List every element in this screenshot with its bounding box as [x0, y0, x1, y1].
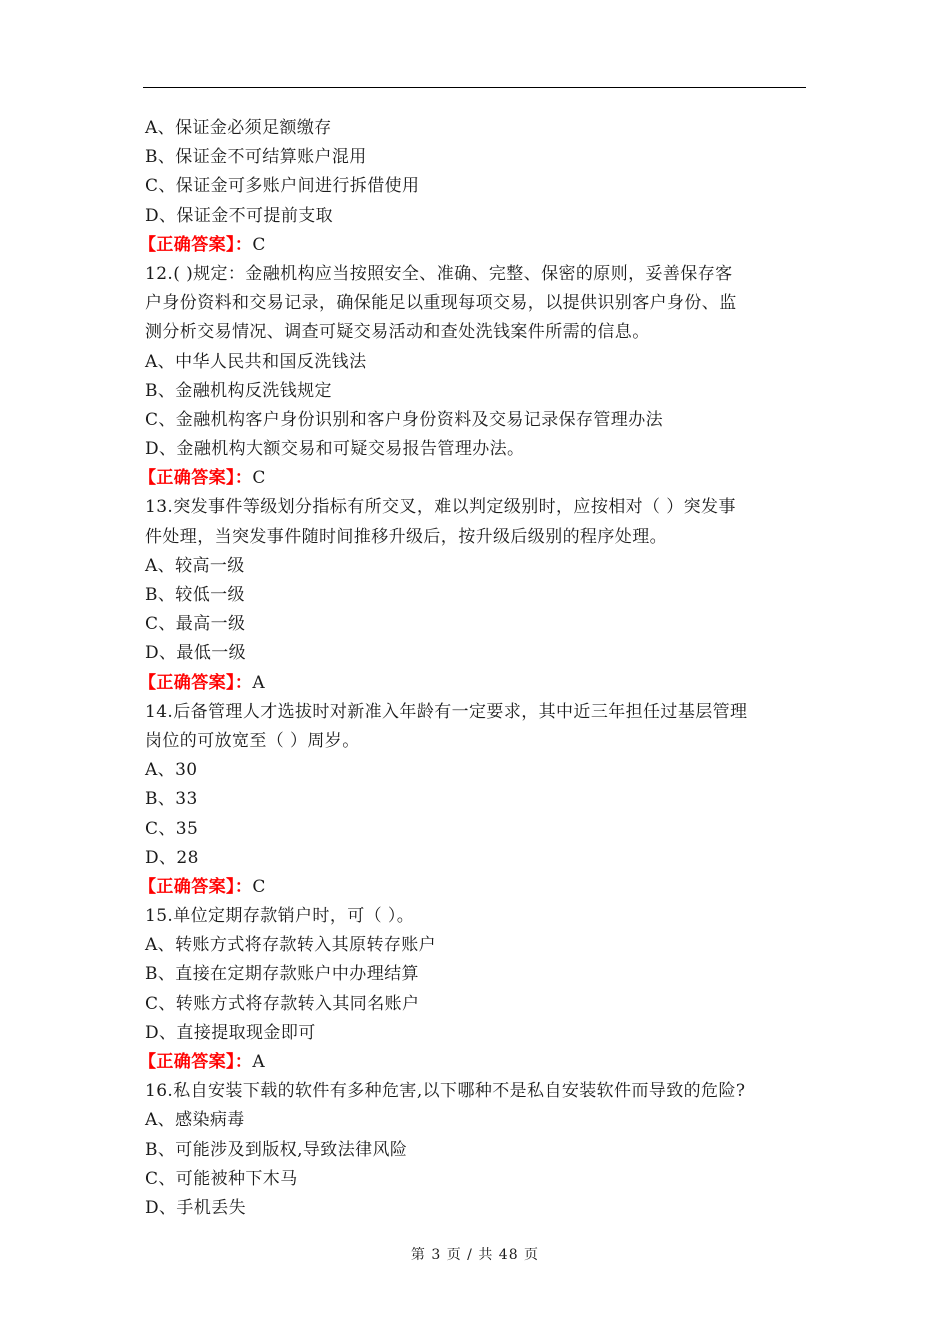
- option-line: C、转账方式将存款转入其同名账户: [145, 993, 420, 1014]
- option-line: A、中华人民共和国反洗钱法: [145, 351, 367, 372]
- option-line: B、较低一级: [145, 585, 245, 605]
- answer-label: 【正确答案】：: [139, 876, 253, 897]
- question-stem-line: 户身份资料和交易记录，确保能足以重现每项交易，以提供识别客户身份、监: [145, 293, 737, 314]
- header-rule: [143, 87, 806, 88]
- answer-label: 【正确答案】：: [139, 468, 253, 489]
- option-line: B、保证金不可结算账户混用: [145, 147, 367, 168]
- option-line: A、保证金必须足额缴存: [145, 118, 332, 138]
- option-line: B、可能涉及到版权,导致法律风险: [145, 1139, 408, 1160]
- page-footer: 第 3 页 / 共 48 页: [410, 1247, 540, 1263]
- option-line: B、直接在定期存款账户中办理结算: [145, 964, 419, 985]
- question-stem-line: 岗位的可放宽至（ ）周岁。: [145, 730, 360, 751]
- question-stem-line: 13.突发事件等级划分指标有所交叉，难以判定级别时，应按相对（ ）突发事: [145, 497, 736, 518]
- document-body: [139, 114, 807, 1223]
- option-line: C、保证金可多账户间进行拆借使用: [145, 176, 420, 197]
- option-line: B、金融机构反洗钱规定: [145, 380, 332, 401]
- option-line: D、最低一级: [145, 643, 247, 664]
- answer-label: 【正确答案】：: [139, 1052, 253, 1072]
- option-line: B、33: [145, 789, 198, 810]
- option-line: C、金融机构客户身份识别和客户身份资料及交易记录保存管理办法: [145, 409, 664, 430]
- question-stem-line: 件处理，当突发事件随时间推移升级后，按升级后级别的程序处理。: [145, 526, 667, 547]
- answer-label: 【正确答案】：: [139, 234, 253, 255]
- option-line: D、保证金不可提前支取: [145, 205, 334, 226]
- option-line: D、金融机构大额交易和可疑交易报告管理办法。: [145, 439, 525, 460]
- option-line: A、较高一级: [145, 555, 245, 576]
- option-line: C、35: [145, 818, 199, 839]
- answer-line: [139, 464, 807, 493]
- answer-line: [139, 231, 807, 260]
- question-stem-line: 15.单位定期存款销户时，可（ ）。: [145, 906, 415, 927]
- option-line: D、手机丢失: [145, 1197, 247, 1218]
- answer-value: C: [252, 876, 266, 897]
- answer-line: [139, 669, 807, 698]
- option-line: A、30: [145, 760, 198, 781]
- answer-line: [139, 873, 807, 902]
- answer-value: C: [252, 234, 266, 255]
- option-line: A、转账方式将存款转入其原转存账户: [145, 935, 437, 956]
- question-stem-line: 测分析交易情况、调查可疑交易活动和查处洗钱案件所需的信息。: [145, 322, 650, 343]
- option-line: D、直接提取现金即可: [145, 1022, 316, 1043]
- question-stem-line: 14.后备管理人才选拔时对新准入年龄有一定要求，其中近三年担任过基层管理: [145, 701, 748, 722]
- option-line: C、可能被种下木马: [145, 1168, 298, 1189]
- answer-value: C: [252, 468, 266, 489]
- option-line: D、28: [145, 847, 199, 868]
- answer-value: A: [252, 1052, 265, 1072]
- option-line: A、感染病毒: [145, 1110, 245, 1131]
- answer-label: 【正确答案】：: [139, 672, 253, 693]
- option-line: C、最高一级: [145, 614, 246, 635]
- answer-line: [139, 1048, 807, 1077]
- question-stem-line: 16.私自安装下载的软件有多种危害,以下哪种不是私自安装软件而导致的危险?: [145, 1081, 746, 1102]
- answer-value: A: [252, 672, 265, 693]
- question-stem-line: 12.( )规定：金融机构应当按照安全、准确、完整、保密的原则，妥善保存客: [145, 263, 733, 284]
